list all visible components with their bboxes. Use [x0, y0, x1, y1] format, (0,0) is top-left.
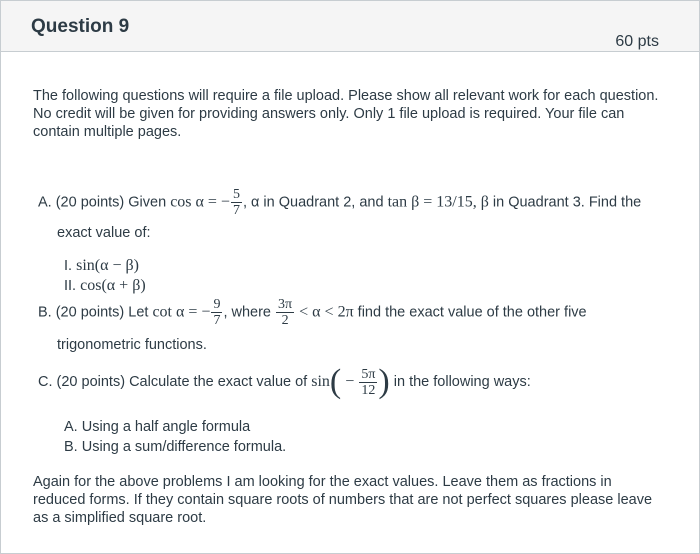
question-points: 60 pts	[615, 33, 659, 50]
part-c-frac-num: 5π	[361, 366, 376, 382]
part-b-frac1-den: 7	[213, 313, 221, 328]
part-c-line	[38, 365, 531, 399]
part-c-item-b: B. Using a sum/difference formula.	[64, 439, 287, 455]
part-b-fraction1	[211, 297, 222, 328]
part-b-ineq: < α < 2π	[299, 303, 354, 321]
part-a-tan: tan β = 13/15, β	[387, 193, 489, 211]
part-a-fraction	[231, 187, 242, 218]
part-a-frac-num: 5	[232, 187, 240, 202]
part-c-prefix: C. (20 points) Calculate the exact value of	[38, 373, 308, 390]
part-c-sin: sin	[311, 372, 330, 390]
part-b-frac2-num: 3π	[278, 297, 293, 312]
question-title: Question 9	[31, 16, 130, 37]
part-c-rest: in the following ways:	[389, 373, 531, 390]
part-a-prefix: A. (20 points) Given	[38, 194, 167, 211]
part-c-frac-den: 12	[361, 382, 376, 398]
part-a-line2: exact value of:	[57, 225, 151, 241]
part-a-after-frac: , α in Quadrant 2, and	[242, 194, 384, 211]
part-b-cot: cot α = −	[152, 303, 211, 321]
part-b-line2: trigonometric functions.	[57, 337, 207, 353]
part-a-rest: in Quadrant 3. Find the	[488, 194, 642, 211]
part-a-cos: cos α = −	[170, 193, 230, 211]
part-a-frac-den: 7	[232, 203, 240, 218]
closing-note: Again for the above problems I am looking for the exact values. Leave them as fractions in reduced forms. If they contain square roots of numbers that are not perfect squares please leave as a simplified square root.	[33, 474, 653, 526]
part-b-where: , where	[223, 304, 271, 321]
item-ii-label: II.	[64, 278, 77, 294]
part-b-frac1-num: 9	[213, 297, 221, 312]
part-c-minus: −	[345, 372, 355, 390]
part-b-prefix: B. (20 points) Let	[38, 304, 149, 321]
part-b-frac2-den: 2	[281, 313, 289, 328]
part-c-fraction	[359, 367, 377, 398]
part-b-fraction2	[276, 297, 294, 328]
part-b-line	[38, 297, 587, 328]
item-ii-expr: cos(α + β)	[80, 277, 146, 294]
question-header	[1, 1, 699, 52]
part-a-item-i	[64, 257, 139, 275]
left-paren-icon: (	[329, 363, 342, 400]
item-i-expr: sin(α − β)	[76, 257, 139, 274]
item-i-label: I.	[64, 258, 73, 274]
part-b-rest: find the exact value of the other five	[353, 304, 587, 321]
question-instructions: The following questions will require a file upload. Please show all relevant work for each question. No credit will be given for providing answers only. Only 1 file upload is required. Your file can contain multiple pages.	[33, 88, 659, 140]
part-c-item-a: A. Using a half angle formula	[64, 419, 251, 435]
part-a-item-ii	[64, 277, 146, 295]
right-paren-icon: )	[378, 363, 390, 400]
part-a-line	[38, 187, 641, 218]
